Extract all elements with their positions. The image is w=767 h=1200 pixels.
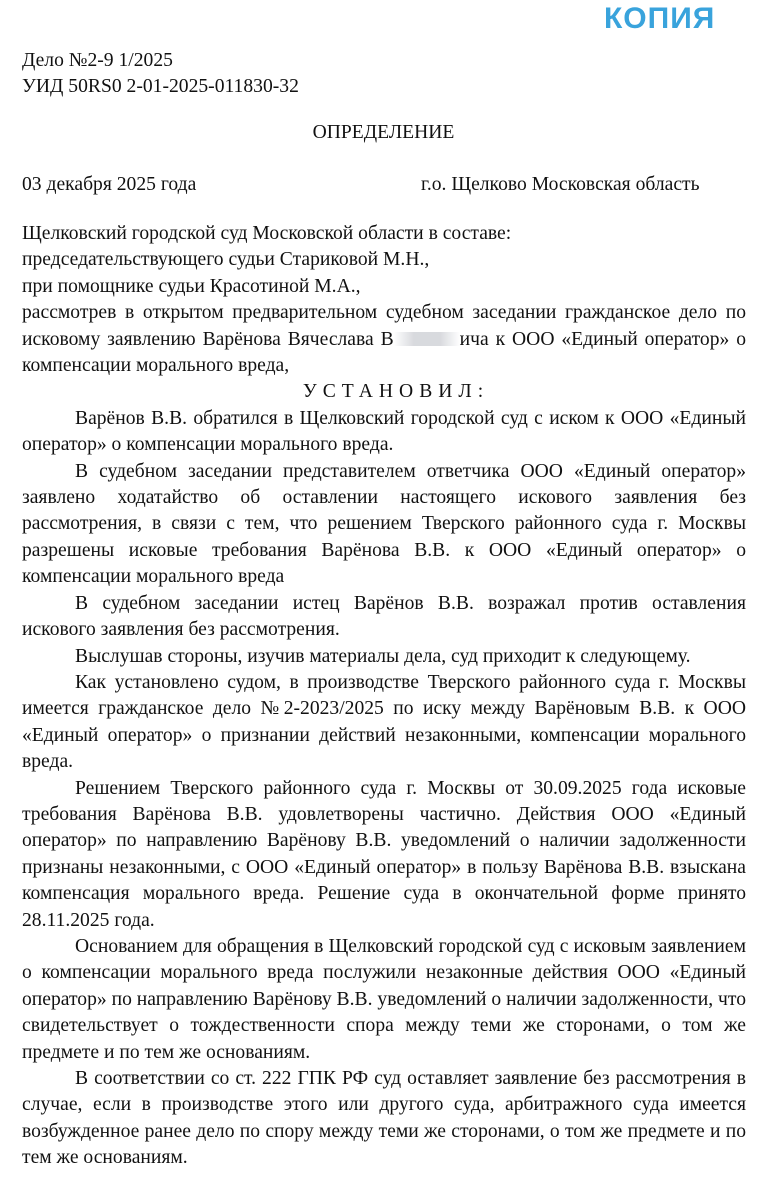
paragraph: Основанием для обращения в Щелковский городской суд с исковым заявлением о компенсации морального вреда послужили незаконные действия ООО «Единый оператор» по направлению Варёнову В.В. уведомлений о наличии задолженности, что свидетельствует о тождественности спора между теми же сторонами, о том же предмете и по тем же основаниям. (22, 935, 746, 1063)
paragraph: В судебном заседании истец Варёнов В.В. возражал против оставления искового заявления без рассмотрения. (22, 592, 746, 641)
considering-paragraph (22, 300, 746, 379)
redacted-patronymic (394, 332, 460, 346)
case-number: Дело №2-9 1/2025 (22, 50, 173, 71)
court-line: при помощнике судьи Красотиной М.А., (22, 275, 361, 297)
document-body (22, 221, 746, 1172)
document-date: 03 декабря 2025 года (22, 174, 197, 195)
paragraph: Варёнов В.В. обратился в Щелковский городской суд с иском к ООО «Единый оператор» о компенсации морального вреда. (22, 407, 746, 456)
considering-text-start: рассмотрев в открытом предварительном судебном заседании гражданское дело по исковому заявлению Варёнова Вячеслава В (22, 302, 746, 350)
paragraph: Решением Тверского районного суда г. Москвы от 30.09.2025 года исковые требования Варёнова В.В. удовлетворены частично. Действия ООО «Единый оператор» по направлению Варёнову В.В. уведомлений о наличии задолженности признаны незаконными, с ООО «Единый оператор» в пользу Варёнова В.В. взыскана компенсация морального вреда. Решение суда в окончательной форме принято 28.11.2025 года. (22, 777, 746, 931)
paragraph: Как установлено судом, в производстве Тверского районного суда г. Москвы имеется гражданское дело №2-2023/2025 по иску между Варёновым В.В. к ООО «Единый оператор» о признании действий незаконными, компенсации морального вреда. (22, 671, 746, 773)
paragraph: В судебном заседании представителем ответчика ООО «Единый оператор» заявлено ходатайство об оставлении настоящего искового заявления без рассмотрения, в связи с тем, что решением Тверского районного суда г. Москвы разрешены исковые требования Варёнова В.В. к ООО «Единый оператор» о компенсации морального вреда (22, 460, 746, 588)
court-line: Щелковский городской суд Московской области в составе: (22, 223, 512, 244)
copy-stamp: КОПИЯ (604, 2, 716, 35)
case-uid: УИД 50RS0 2-01-2025-011830-32 (22, 76, 299, 97)
document-place: г.о. Щелково Московская область (421, 174, 700, 195)
paragraph: Выслушав стороны, изучив материалы дела, суд приходит к следующему. (75, 645, 691, 667)
document-title: ОПРЕДЕЛЕНИЕ (312, 122, 455, 143)
considering-text-end: ича к ООО «Единый оператор» о компенсации морального вреда, (22, 328, 746, 377)
court-line: председательствующего судьи Стариковой М.Н., (22, 249, 430, 271)
paragraph: В соответствии со ст. 222 ГПК РФ суд оставляет заявление без рассмотрения в случае, если в производстве этого или другого суда, арбитражного суда имеется возбужденное ранее дело по спору между теми же сторонами, о том же предмете и по тем же основаниям. (22, 1068, 746, 1169)
established-heading: УСТАНОВИЛ: (302, 381, 490, 403)
